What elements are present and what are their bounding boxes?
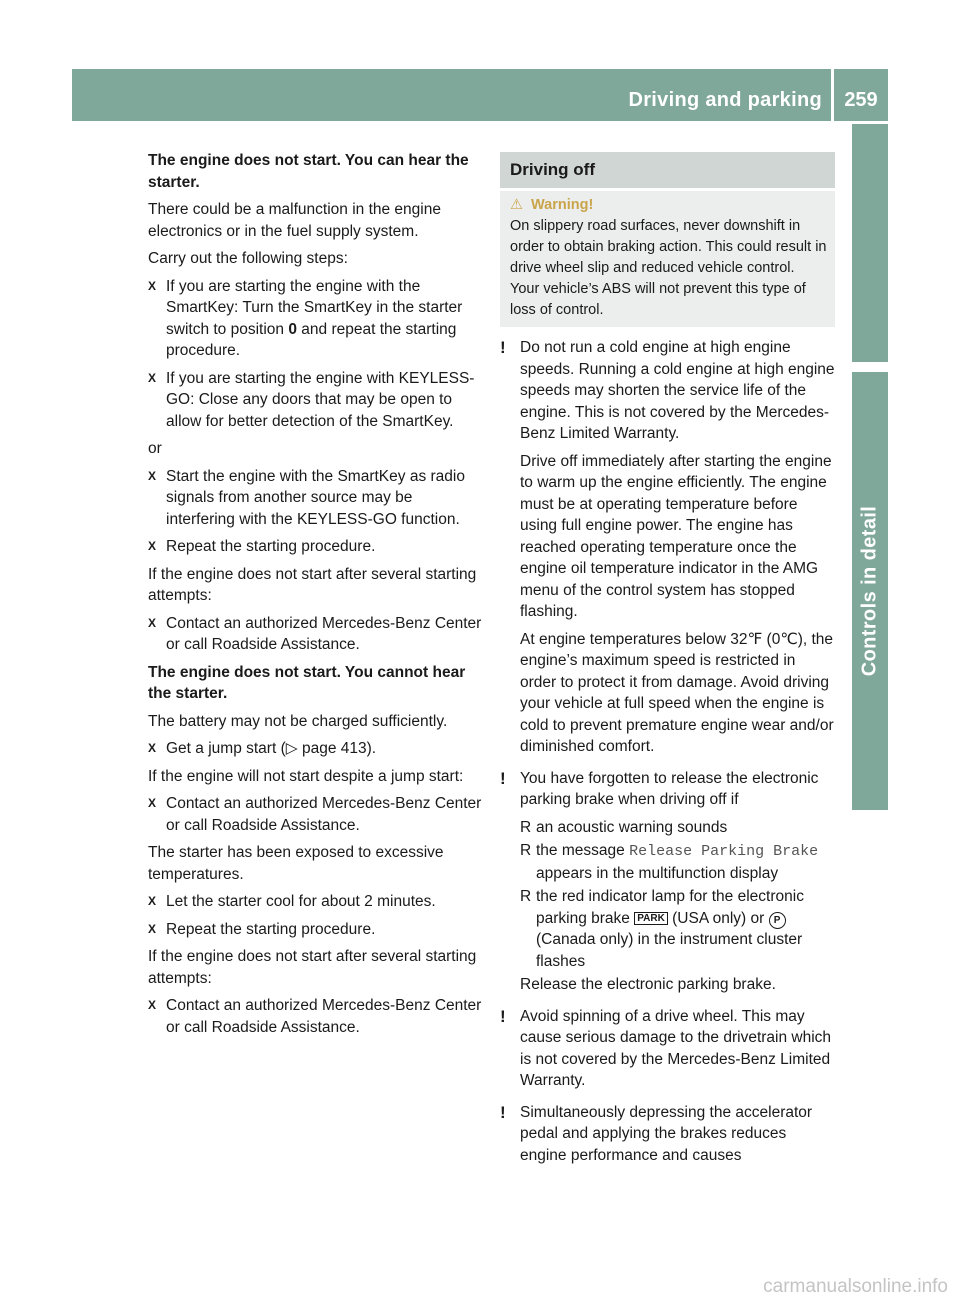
display-message-text: Release Parking Brake <box>629 843 819 860</box>
bullet-text: (Canada only) in the instrument cluster flashes <box>536 931 803 970</box>
paragraph: If the engine will not start despite a jump start: <box>148 767 464 785</box>
paragraph: The battery may not be charged sufficiently. <box>148 712 448 730</box>
bullet-text: an acoustic warning sounds <box>536 818 728 836</box>
step-text-bold: 0 <box>288 320 297 338</box>
step-item <box>148 793 483 836</box>
left-column <box>148 150 483 1044</box>
bullet-text: appears in the multifunction display <box>536 864 779 882</box>
paragraph: If the engine does not start after several starting attempts: <box>148 948 477 987</box>
page-reference-link[interactable]: page 413). <box>297 740 377 757</box>
warning-box <box>500 191 835 327</box>
step-text: Contact an authorized Mercedes-Benz Center or call Roadside Assistance. <box>166 795 482 834</box>
step-text: Repeat the starting procedure. <box>166 538 376 555</box>
bullet-text: (USA only) or <box>667 909 769 927</box>
bullet-marker-icon: R <box>520 842 532 859</box>
page-header-title: Driving and parking <box>628 89 822 111</box>
step-marker-icon: X <box>148 468 157 483</box>
step-text: Contact an authorized Mercedes-Benz Center or call Roadside Assistance. <box>166 997 482 1036</box>
page-number: 259 <box>844 89 878 111</box>
notice-text: Do not run a cold engine at high engine speeds. Running a cold engine at high engine speeds may shorten the service life of the engine. This is not covered by the Mercedes-Benz Limited Warranty. <box>520 339 835 442</box>
heading-cannot-hear-starter: The engine does not start. You cannot hear the starter. <box>148 663 466 702</box>
step-text: Repeat the starting procedure. <box>166 920 376 938</box>
step-item <box>148 466 483 531</box>
step-marker-icon: X <box>148 278 157 293</box>
step-marker-icon: X <box>148 796 157 810</box>
step-marker-icon: X <box>148 921 157 936</box>
warning-title <box>510 195 827 216</box>
step-item <box>148 368 483 433</box>
step-text: Contact an authorized Mercedes-Benz Center or call Roadside Assistance. <box>166 614 482 653</box>
paragraph: Carry out the following steps: <box>148 250 348 267</box>
warning-text: On slippery road surfaces, never downshift in order to obtain braking action. This could result in drive wheel slip and reduced vehicle control. Your vehicle’s ABS will not prevent this type of loss of control. <box>510 218 827 318</box>
warning-triangle-icon: ⚠ <box>510 197 523 213</box>
chapter-side-tab <box>852 372 888 810</box>
step-text: Let the starter cool for about 2 minutes. <box>166 893 436 910</box>
notice-exclamation-icon: ! <box>500 338 506 357</box>
notice-text: Simultaneously depressing the accelerator pedal and applying the brakes reduces engine performance and causes <box>520 1103 813 1164</box>
notice-item <box>500 1102 835 1167</box>
side-block <box>852 124 888 362</box>
step-marker-icon: X <box>148 539 157 553</box>
step-marker-icon: X <box>148 741 157 755</box>
step-item <box>148 613 483 656</box>
step-marker-icon: X <box>148 370 157 385</box>
step-item <box>148 738 483 760</box>
chapter-side-tab-label: Controls in detail <box>858 505 881 677</box>
step-item <box>148 995 483 1038</box>
step-text: and repeat the starting procedure. <box>166 320 457 359</box>
notice-item <box>500 337 835 445</box>
bullet-item <box>500 886 835 972</box>
notice-exclamation-icon: ! <box>500 1102 506 1122</box>
step-item <box>148 536 483 558</box>
bullet-item <box>500 817 835 839</box>
step-text: Start the engine with the SmartKey as radio signals from another source may be interfering with the KEYLESS-GO function. <box>166 467 465 528</box>
notice-exclamation-icon: ! <box>500 768 506 788</box>
step-text: Get a jump start ( <box>166 740 286 757</box>
step-marker-icon: X <box>148 615 157 630</box>
footer-watermark: carmanualsonline.info <box>763 1276 948 1297</box>
page-reference-arrow-icon: ▷ <box>285 740 298 757</box>
bullet-text: the red indicator lamp for the electronic parking brake <box>536 888 804 927</box>
notice-text: Avoid spinning of a drive wheel. This may cause serious damage to the drivetrain which is not covered by the Mercedes-Benz Limited Warranty. <box>520 1007 832 1089</box>
step-text: If you are starting the engine with the SmartKey: Turn the SmartKey in the starter switch to position <box>166 277 463 338</box>
paragraph: The starter has been exposed to excessive temperatures. <box>148 844 444 883</box>
or-text: or <box>148 440 162 457</box>
step-marker-icon: X <box>148 998 157 1012</box>
step-text: If you are starting the engine with KEYLESS-GO: Close any doors that may be open to allow for better detection of the SmartKey. <box>166 369 475 430</box>
notice-paragraph: At engine temperatures below 32℉ (0℃), the engine’s maximum speed is restricted in order to protect it from damage. Avoid driving your vehicle at full speed when the engine is cold to prevent premature engine wear and/or diminished comfort. <box>520 630 834 755</box>
bullet-item <box>500 840 835 884</box>
header-divider <box>831 69 834 121</box>
notice-paragraph: Drive off immediately after starting the engine to warm up the engine efficiently. The engine must be at operating temperature before using full engine power. The engine has reached operating temperature once the engine oil temperature indicator in the AMG menu of the control system has stopped flashing. <box>520 452 832 620</box>
notice-item <box>500 768 835 811</box>
notice-exclamation-icon: ! <box>500 1006 506 1026</box>
section-heading-driving-off: Driving off <box>500 152 835 188</box>
paragraph: If the engine does not start after several starting attempts: <box>148 565 477 604</box>
heading-hear-starter: The engine does not start. You can hear the starter. <box>148 152 469 191</box>
park-brake-usa-icon: PARK <box>634 912 668 925</box>
step-item <box>148 891 483 913</box>
bullet-marker-icon: R <box>520 888 532 905</box>
paragraph: There could be a malfunction in the engine electronics or in the fuel supply system. <box>148 201 441 240</box>
right-column <box>500 150 835 1172</box>
notice-paragraph: Release the electronic parking brake. <box>520 976 776 993</box>
notice-item <box>500 1006 835 1092</box>
bullet-text: the message <box>536 842 630 859</box>
bullet-marker-icon: R <box>520 818 532 836</box>
step-marker-icon: X <box>148 894 157 908</box>
notice-text: You have forgotten to release the electronic parking brake when driving off if <box>520 769 819 808</box>
warning-title-text: Warning! <box>531 197 594 213</box>
park-brake-canada-icon: P <box>769 912 786 929</box>
step-item <box>148 276 483 362</box>
step-item <box>148 919 483 941</box>
